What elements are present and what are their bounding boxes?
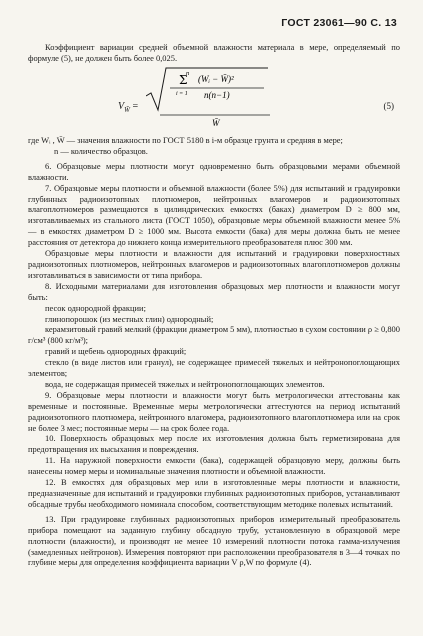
paragraph-6: 6. Образцовые меры плотности могут одновременно быть образцовыми мерами объемной влажности. <box>28 160 400 182</box>
intro-paragraph: Коэффициент вариации средней объемной влажности материала в мере, определяемый по формуле (5), не должен быть более 0,025. <box>28 42 400 63</box>
paragraph-13: 13. При градуировке глубинных радиоизотопных приборов измерительный преобразователь прибора помещают на заданную глубину обсадную трубу, установленную в образцовой мере плотности (влажности), и производят не менее 10 измерений плотности потока гамма-излучения (замедленных нейтронов). Измерения повторяют при расположении преобразователя в 3—4 точках по глубине меры для определения коэффициента вариации V ρ,W по формуле (4). <box>28 513 400 568</box>
material-item: керамзитовый гравий мелкий (фракции диаметром 5 мм), плотностью в сухом состоянии ρ ≥ 0,800 г/см³ (800 кг/м³); <box>28 324 400 346</box>
paragraph-12: 12. В емкостях для образцовых мер или в изготовленные меры плотности и влажности, предназначенные для испытаний и градуировки глубинных радиоизотопных приборов, устанавливают обсадные трубы необходимого номинала способом, соответствующим методике полевых испытаний. <box>28 477 400 509</box>
paragraph-10: 10. Поверхность образцовых мер после их изготовления должна быть герметизирована для предотвращения их высыхания и повреждения. <box>28 433 400 455</box>
formula-lhs: $V_{W̄}$ = <box>118 101 139 114</box>
paragraph-11: 11. На наружной поверхности емкости (бака), содержащей образцовую меру, должны быть нанесены номер меры и номинальные значения плотности и объемной влажности. <box>28 455 400 477</box>
sum-lower: i = 1 <box>176 91 188 97</box>
material-item: вода, не содержащая примесей тяжелых и нейтронопоглощающих элементов. <box>45 378 325 389</box>
paragraph-7-continued: Образцовые меры плотности и влажности для испытаний и градуировки поверхностных радиоизотопных плотномеров, нейтронных влагомеров и радиоизотопных влагоплотномеров должны изготавливаться в зависимости от типа прибора. <box>28 248 400 280</box>
paragraph-9: 9. Образцовые меры плотности и влажности могут быть метрологически аттестованы как временные и постоянные. Временные меры метрологически аттестуются на период испытаний радиоизотопного плотномера, нейтронного влагомера, радиоизотопного влагоплотномера или на срок не более 3 мес; постоянные меры — на срок более года. <box>28 389 400 433</box>
formula-outer-denominator: W̄ <box>212 118 220 128</box>
sum-sign: Σ <box>179 73 188 87</box>
where-line-2: n — количество образцов. <box>54 145 148 156</box>
intro-block <box>28 42 400 64</box>
page-header: ГОСТ 23061—90 С. 13 <box>281 17 397 29</box>
formula-body <box>146 66 316 130</box>
body-text <box>28 135 400 568</box>
paragraph-8: 8. Исходными материалами для изготовления образцовых мер плотности и влажности могут быть: <box>28 280 400 302</box>
material-item: глинопорошок (из местных глин) однородный; <box>45 313 214 324</box>
where-line-1: где Wᵢ , W̄ — значения влажности по ГОСТ 5180 в i-м образце грунта и средняя в мере; <box>28 135 343 145</box>
formula-numerator: (Wᵢ − W̄)² <box>198 74 234 84</box>
formula-5 <box>0 66 423 130</box>
formula-inner-denominator: n(n−1) <box>204 90 230 100</box>
paragraph-7: 7. Образцовые меры плотности и объемной влажности (более 5%) для испытаний и градуировки глубинных радиоизотопных плотномеров, нейтронных влагомеров и радиоизотопных влагоплотномеров размещаются в цилиндрических емкостях (баках) диаметром D ≥ 800 мм, изготавливаемых из стального листа (ГОСТ 1050), образцовые меры объемной влажности менее 5% — в емкостях диаметром D ≥ 1000 мм. Высота емкости (бака) для меры должна быть не менее расстояния от детектора до нижнего конца измерительного преобразователя плюс 300 мм. <box>28 182 400 248</box>
material-item: гравий и щебень однородных фракций; <box>45 346 187 357</box>
material-item: стекло (в виде листов или гранул), не содержащее примесей тяжелых и нейтронопоглощающих элементов; <box>28 357 400 379</box>
sum-upper: n <box>186 70 190 77</box>
material-item: песок однородной фракции; <box>45 302 146 313</box>
formula-number: (5) <box>383 101 394 111</box>
